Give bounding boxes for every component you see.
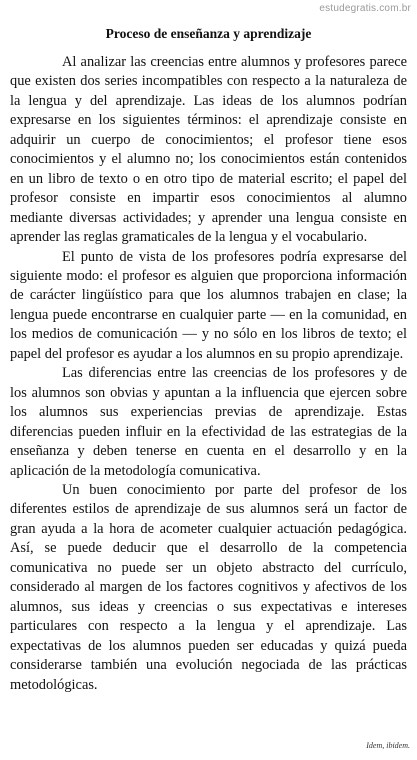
source-citation: Idem, ibidem. [366,741,410,750]
body-text [10,53,407,695]
page-title: Proceso de enseñanza y aprendizaje [105,26,312,41]
paragraph-3: Las diferencias entre las creencias de los profesores y de los alumnos son obvias y apuntan a la influencia que ejercen sobre los alumnos sus experiencias previas de aprendizaje. Estas diferencias pueden influir en la efectividad de las estrategias de la enseñanza y deben tenerse en cuenta en el desarrollo y en la aplicación de la metodología comunicativa. [10,365,407,479]
site-watermark: estudegratis.com.br [319,3,411,14]
paragraph-1: Al analizar las creencias entre alumnos y profesores parece que existen dos series incompatibles con respecto a la naturaleza de la lengua y del aprendizaje. Las ideas de los alumnos podrían expresarse en los siguientes términos: el aprendizaje consiste en adquirir un cuerpo de conocimientos; el profesor tiene esos conocimientos y el alumno no; los conocimientos están contenidos en un libro de texto o en otro tipo de material escrito; el papel del profesor consiste en impartir esos conocimientos al alumno mediante diversas actividades; y aprender una lengua consiste en aprender las reglas gramaticales de la lengua y el vocabulario. [10,54,407,246]
paragraph-2: El punto de vista de los profesores podría expresarse del siguiente modo: el profesor es alguien que proporciona información de carácter lingüístico para que los alumnos trabajen en clase; la lengua puede encontrarse en cualquier parte — en la comunidad, en los medios de comunicación — y no sólo en los libros de texto; el papel del profesor es ayudar a los alumnos en su propio aprendizaje. [10,248,407,362]
paragraph-4: Un buen conocimiento por parte del profesor de los diferentes estilos de aprendizaje de sus alumnos será un factor de gran ayuda a la hora de acometer cualquier actuación pedagógica. Así, se puede deducir que el desarrollo de la competencia comunicativa no puede ser un objeto abstracto del currículo, considerado al margen de los factores cognitivos y afectivos de los alumnos, sus ideas y creencias o sus expectativas e intereses particulares con respecto a la lengua y el aprendizaje. Las expectativas de los alumnos pueden ser educadas y quizá pueda considerarse también una evolución negociada de las prácticas metodológicas. [10,481,407,693]
